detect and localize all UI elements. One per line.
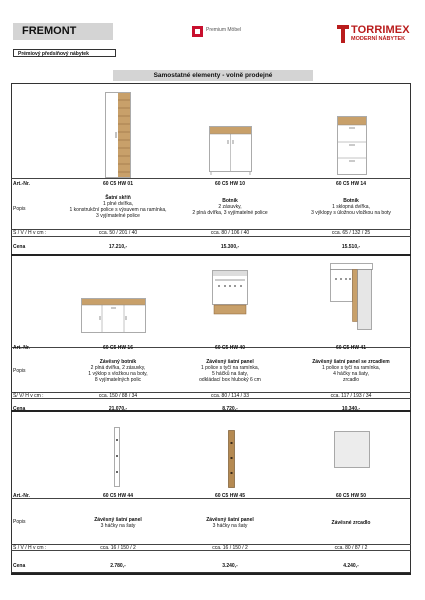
product-desc-line: 1 sklopná dvířka, — [332, 204, 370, 210]
label-dimensions: Š / V / H v cm : — [13, 545, 47, 551]
torrimex-logo-name: TORRIMEX — [351, 24, 410, 36]
art-number: 60 C5 HW 10 — [214, 181, 245, 187]
product-desc-line: 3 háčky na šaty — [212, 523, 248, 529]
label-art-nr: Art.-Nr. — [13, 181, 30, 187]
product-desc-line: 8 vyjímatelných polic — [94, 377, 142, 383]
torrimex-logo-icon — [337, 25, 349, 43]
block-divider — [11, 254, 411, 256]
product-name: Závěsný šatní panel — [206, 517, 254, 523]
product-dimensions: cca. 150 / 88 / 34 — [98, 393, 138, 399]
row-divider — [11, 236, 411, 237]
product-desc-line: 1 konstrukční police s výsuvem na ramínka, — [69, 207, 167, 213]
product-desc-line: 5 háčků na šaty, — [211, 371, 249, 377]
brand-title: FREMONT — [13, 23, 113, 40]
art-number: 60 C5 HW 16 — [102, 345, 133, 351]
product-image-60-c5-hw-14 — [337, 116, 367, 176]
product-dimensions: cca. 80 / 87 / 2 — [334, 545, 368, 551]
product-desc-line: 2 zásuvky, — [218, 204, 242, 210]
torrimex-logo-subtitle: MODERNÍ NÁBYTEK — [351, 36, 406, 42]
premium-mobel-logo-icon — [192, 26, 203, 37]
product-dimensions: cca. 117 / 193 / 34 — [330, 393, 372, 399]
product-dimensions: cca. 16 / 150 / 2 — [100, 545, 136, 551]
product-name: Botník — [343, 198, 359, 204]
section-title: Samostatné elementy - volně prodejné — [113, 70, 313, 81]
label-cena: Cena — [13, 406, 26, 412]
product-price: 15.510,- — [341, 244, 361, 250]
product-desc-line: 2 plná dvířka, 2 zásuvky, — [90, 365, 146, 371]
label-cena: Cena — [13, 244, 26, 250]
product-price: 15.300,- — [220, 244, 240, 250]
premium-mobel-logo-text: Premium Möbel — [206, 27, 242, 33]
product-desc-line: 4 háčky na šaty, — [333, 371, 369, 377]
product-desc-line: 3 výklopy s úložnou vložkou na boty — [311, 210, 391, 216]
product-name: Závěsné zrcadlo — [331, 520, 371, 526]
label-popis: Popis — [13, 206, 26, 212]
product-price: 2.780,- — [110, 563, 126, 569]
product-image-60-c5-hw-50 — [334, 431, 370, 468]
premium-mobel-logo — [192, 26, 262, 40]
product-dimensions: cca. 16 / 150 / 2 — [212, 545, 248, 551]
product-name: Závěsný šatní panel — [206, 359, 254, 365]
product-desc-line: 3 vyjímatelné police — [96, 213, 140, 219]
product-dimensions: cca. 80 / 106 / 40 — [210, 230, 250, 236]
art-number: 60 C5 HW 45 — [214, 493, 245, 499]
art-number: 60 C5 HW 50 — [335, 493, 366, 499]
label-art-nr: Art.-Nr. — [13, 493, 30, 499]
row-divider — [11, 178, 411, 179]
product-name: Závěsný šatní panel se zrcadlem — [312, 359, 390, 365]
label-popis: Popis — [13, 368, 26, 374]
product-price: 8.720,- — [222, 406, 238, 412]
art-number: 60 C5 HW 40 — [214, 345, 245, 351]
product-name: Botník — [222, 198, 238, 204]
torrimex-logo — [337, 24, 413, 46]
product-name: Šatní skříň — [105, 195, 131, 201]
product-price: 10.340,- — [341, 406, 361, 412]
product-desc-line: 1 police s tyčí na ramínka, — [200, 365, 260, 371]
product-dimensions: cca. 80 / 114 / 33 — [211, 393, 249, 399]
product-price: 21.070,- — [108, 406, 128, 412]
label-popis: Popis — [13, 519, 26, 525]
product-name: Závěsný botník — [99, 359, 137, 365]
product-image-60-c5-hw-41 — [330, 263, 373, 331]
label-cena: Cena — [13, 563, 26, 569]
product-desc-line: 1 výklop s vložkou na boty, — [88, 371, 148, 377]
product-image-60-c5-hw-01 — [105, 92, 131, 178]
product-image-60-c5-hw-45 — [228, 430, 235, 488]
product-dimensions: cca. 50 / 201 / 40 — [98, 230, 138, 236]
label-dimensions: Š / V / H v cm : — [13, 230, 47, 236]
art-number: 60 C5 HW 01 — [102, 181, 133, 187]
product-image-60-c5-hw-44 — [114, 427, 120, 487]
product-image-60-c5-hw-16 — [81, 298, 146, 334]
label-dimensions: Š/ V/ H v cm : — [13, 393, 44, 399]
product-desc-line: 3 háčky na šaty — [100, 523, 136, 529]
product-image-60-c5-hw-10 — [209, 126, 252, 176]
product-price: 4.240,- — [343, 563, 359, 569]
product-image-60-c5-hw-40 — [212, 270, 248, 315]
product-desc-line: 1 police s tyčí na ramínka, — [321, 365, 381, 371]
art-number: 60 C5 HW 41 — [335, 345, 366, 351]
product-desc-line: odkládací box hluboký 6 cm — [199, 377, 261, 383]
product-name: Závěsný šatní panel — [94, 517, 142, 523]
art-number: 60 C5 HW 14 — [335, 181, 366, 187]
product-desc-line: 2 plná dvířka, 3 vyjímatelné police — [192, 210, 268, 216]
product-desc-line: 1 plné dvířka, — [102, 201, 134, 207]
block-divider — [11, 573, 411, 575]
product-price: 17.210,- — [108, 244, 128, 250]
product-dimensions: cca. 65 / 132 / 25 — [331, 230, 371, 236]
label-art-nr: Art.-Nr. — [13, 345, 30, 351]
document-subtitle: Prémiový předsíňový nábytek — [13, 49, 116, 57]
art-number: 60 C5 HW 44 — [102, 493, 133, 499]
product-price: 3.240,- — [222, 563, 238, 569]
product-desc-line: zrcadlo — [342, 377, 360, 383]
